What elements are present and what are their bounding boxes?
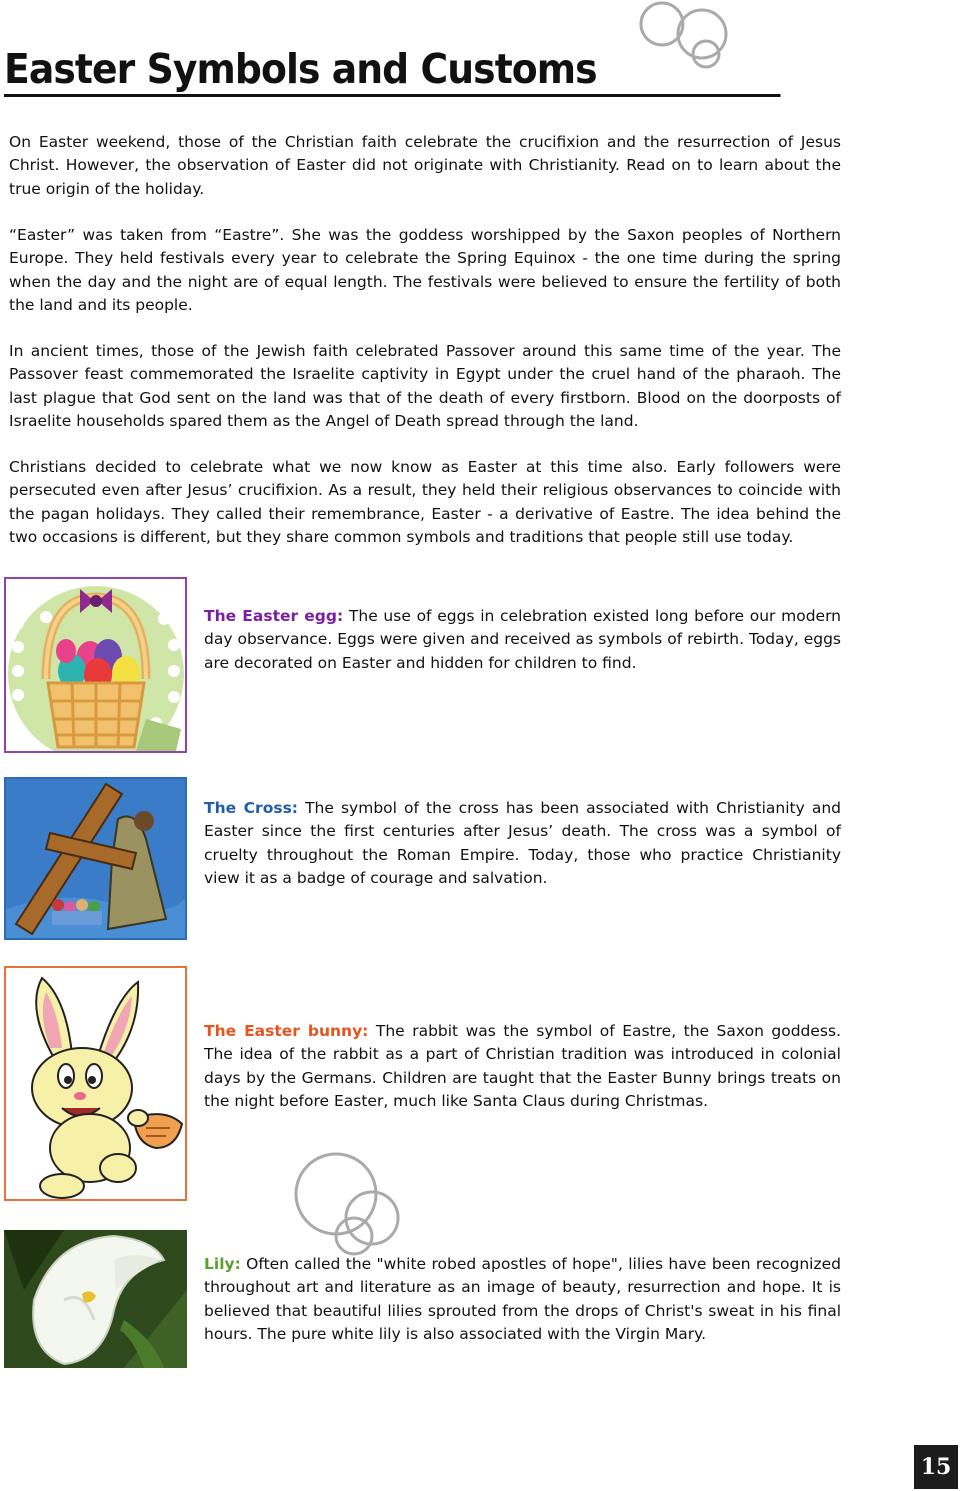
lily-text: Often called the "white robed apostles of hope", lilies have been recognized throughout art and literature as an image of beauty, resurrection and hope. It is believed that beautiful lilies sprouted from the drops of Christ's sweat in his final hours. The pure white lily is also associated with the Virgin Mary. — [204, 1255, 841, 1343]
easter-bunny-description — [204, 1020, 841, 1113]
lily-image — [4, 1230, 187, 1368]
easter-egg-text: The use of eggs in celebration existed long before our modern day observance. Eggs were given and received as symbols of rebirth. Today, eggs are decorated on Easter and hidden for children to find. — [204, 607, 841, 672]
page-title: Easter Symbols and Customs — [4, 44, 780, 97]
easter-bunny-lead: The Easter bunny: — [204, 1022, 369, 1040]
eastre-paragraph: “Easter” was taken from “Eastre”. She was the goddess worshipped by the Saxon peoples of Northern Europe. They held festivals every year to celebrate the Spring Equinox - the one time during the spring when the day and the night are of equal length. The festivals were believed to ensure the fertility of both the land and its people. — [9, 226, 841, 314]
easter-egg-lead: The Easter egg: — [204, 607, 344, 625]
easter-egg-description — [204, 605, 841, 675]
christians-paragraph: Christians decided to celebrate what we now know as Easter at this time also. Early followers were persecuted even after Jesus’ crucifixion. As a result, they held their religious observances to coincide with the pagan holidays. They called their remembrance, Easter - a derivative of Eastre. The idea behind the two occasions is different, but they share common symbols and traditions that people still use today. — [9, 458, 841, 546]
easter-egg-basket-image — [4, 577, 187, 753]
page-number: 15 — [914, 1445, 958, 1489]
passover-paragraph: In ancient times, those of the Jewish faith celebrated Passover around this same time of the year. The Passover feast commemorated the Israelite captivity in Egypt under the cruel hand of the pharaoh. The last plague that God sent on the land was that of the death of every firstborn. Blood on the doorposts of Israelite households spared them as the Angel of Death spread through the land. — [9, 342, 841, 430]
decorative-circles-middle — [294, 1148, 404, 1258]
easter-bunny-image — [4, 966, 187, 1201]
lily-lead: Lily: — [204, 1255, 241, 1273]
lily-description — [204, 1253, 841, 1346]
cross-text: The symbol of the cross has been associated with Christianity and Easter since the first centuries after Jesus’ death. The cross was a symbol of cruelty throughout the Roman Empire. Today, those who practice Christianity view it as a badge of courage and salvation. — [204, 799, 841, 887]
easter-bunny-text: The rabbit was the symbol of Eastre, the Saxon goddess. The idea of the rabbit as a part of Christian tradition was introduced in colonial days by the Germans. Children are taught that the Easter Bunny brings treats on the night before Easter, much like Santa Claus during Christmas. — [204, 1022, 841, 1110]
cross-image — [4, 777, 187, 940]
intro-paragraph: On Easter weekend, those of the Christian faith celebrate the crucifixion and the resurrection of Jesus Christ. However, the observation of Easter did not originate with Christianity. Read on to learn about the true origin of the holiday. — [9, 133, 841, 198]
cross-description — [204, 797, 841, 890]
cross-lead: The Cross: — [204, 799, 298, 817]
